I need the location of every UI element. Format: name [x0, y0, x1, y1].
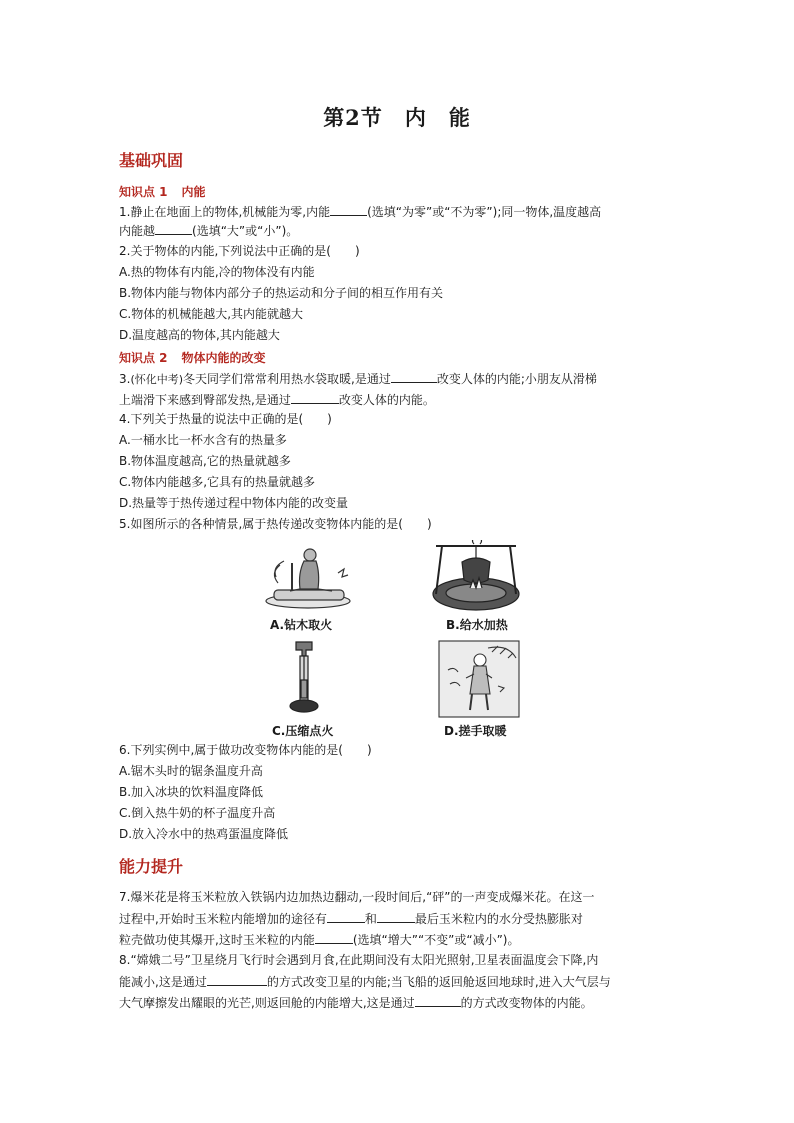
q7-text: 最后玉米粒内的水分受热膨胀对: [414, 912, 583, 926]
rub-hands-illustration: [438, 640, 520, 718]
question-4-option-c: C.物体内能越多,它具有的热量就越多: [119, 475, 316, 489]
question-8-line-1: 8.“嫦娥二号”卫星绕月飞行时会遇到月食,在此期间没有太阳光照射,卫星表面温度会下降,内: [119, 953, 599, 967]
answer-blank[interactable]: [377, 911, 415, 923]
figure-caption-a: A.钻木取火: [270, 618, 333, 632]
answer-blank[interactable]: [330, 204, 367, 216]
figure-rub-hands: [438, 640, 520, 718]
q8-text: 的方式改变卫星的内能;当飞船的返回舱返回地球时,进入大气层与: [266, 975, 611, 989]
question-2-option-a: A.热的物体有内能,冷的物体没有内能: [119, 265, 315, 279]
kp-label: 知识点 1: [119, 185, 168, 199]
answer-blank[interactable]: [155, 223, 192, 235]
q1-text: (选填“为零”或“不为零”);同一物体,温度越高: [367, 205, 602, 219]
figure-caption-c: C.压缩点火: [272, 724, 334, 738]
q8-text: 大气摩擦发出耀眼的光芒,则返回舱的内能增大,这是通过: [119, 996, 415, 1010]
question-6-option-b: B.加入冰块的饮料温度降低: [119, 785, 264, 799]
question-6-stem: 6.下列实例中,属于做功改变物体内能的是( ): [119, 743, 372, 757]
kp-name: 物体内能的改变: [181, 351, 266, 365]
answer-blank[interactable]: [315, 932, 353, 944]
question-4-stem: 4.下列关于热量的说法中正确的是( ): [119, 412, 332, 426]
question-2-option-d: D.温度越高的物体,其内能越大: [119, 328, 280, 342]
knowledge-point-1: [119, 183, 206, 200]
question-7-line-1: 7.爆米花是将玉米粒放入铁锅内边加热边翻动,一段时间后,“砰”的一声变成爆米花。在这一: [119, 890, 595, 904]
page-title: [0, 102, 794, 132]
question-2-option-c: C.物体的机械能越大,其内能就越大: [119, 307, 304, 321]
answer-blank[interactable]: [415, 995, 461, 1007]
figure-heat-water: [430, 540, 522, 612]
figure-caption-b: B.给水加热: [446, 618, 508, 632]
question-4-option-a: A.一桶水比一杯水含有的热量多: [119, 433, 287, 447]
question-2-option-b: B.物体内能与物体内部分子的热运动和分子间的相互作用有关: [119, 286, 444, 300]
section-heading-advanced: 能力提升: [119, 857, 184, 876]
q7-text: 过程中,开始时玉米粒内能增加的途径有: [119, 912, 327, 926]
question-2-stem: 2.关于物体的内能,下列说法中正确的是( ): [119, 244, 360, 258]
title-word-a: 内: [404, 105, 427, 130]
knowledge-point-2: [119, 349, 266, 366]
question-6-option-c: C.倒入热牛奶的杯子温度升高: [119, 806, 276, 820]
figure-caption-d: D.搓手取暖: [444, 724, 507, 738]
answer-blank[interactable]: [327, 911, 365, 923]
q7-text: (选填“增大”“不变”或“减小”)。: [352, 933, 520, 947]
question-3-line-1: [119, 371, 597, 387]
question-4-option-b: B.物体温度越高,它的热量就越多: [119, 454, 291, 468]
title-section-number: 第2节: [323, 105, 383, 130]
figure-compression: [284, 640, 324, 716]
title-word-b: 能: [448, 105, 471, 130]
q3-number: 3.: [119, 372, 131, 386]
q3-text: 改变人体的内能。: [338, 393, 435, 407]
q8-text: 能减小,这是通过: [119, 975, 207, 989]
question-7-line-3: [119, 932, 520, 948]
answer-blank[interactable]: [291, 392, 339, 404]
q7-text: 和: [364, 912, 377, 926]
question-4-option-d: D.热量等于热传递过程中物体内能的改变量: [119, 496, 349, 510]
drill-wood-illustration: [260, 543, 355, 611]
question-1-line-2: [119, 223, 298, 239]
q7-text: 粒壳做功使其爆开,这时玉米粒的内能: [119, 933, 315, 947]
question-7-line-2: [119, 911, 583, 927]
compression-tube-illustration: [284, 640, 324, 716]
q3-text: 冬天同学们常常利用热水袋取暖,是通过: [183, 372, 391, 386]
question-5-stem: 5.如图所示的各种情景,属于热传递改变物体内能的是( ): [119, 517, 432, 531]
answer-blank[interactable]: [391, 371, 437, 383]
q1-text: 内能越: [119, 224, 156, 238]
question-8-line-2: [119, 974, 611, 990]
figure-drill-wood: [260, 543, 355, 611]
answer-blank[interactable]: [207, 974, 267, 986]
source-tag: (怀化中考): [130, 373, 184, 386]
question-1-line-1: [119, 204, 601, 220]
kp-name: 内能: [181, 185, 206, 199]
section-heading-basic: 基础巩固: [119, 151, 184, 170]
q8-text: 的方式改变物体的内能。: [460, 996, 593, 1010]
question-6-option-d: D.放入冷水中的热鸡蛋温度降低: [119, 827, 289, 841]
kp-label: 知识点 2: [119, 351, 168, 365]
question-8-line-3: [119, 995, 593, 1011]
q1-text: (选填“大”或“小”)。: [192, 224, 299, 238]
question-6-option-a: A.锯木头时的锯条温度升高: [119, 764, 263, 778]
q3-text: 上端滑下来感到臀部发热,是通过: [119, 393, 291, 407]
heat-water-illustration: [430, 540, 522, 612]
q1-text: 1.静止在地面上的物体,机械能为零,内能: [119, 205, 331, 219]
q3-text: 改变人体的内能;小朋友从滑梯: [436, 372, 597, 386]
question-3-line-2: [119, 392, 435, 408]
